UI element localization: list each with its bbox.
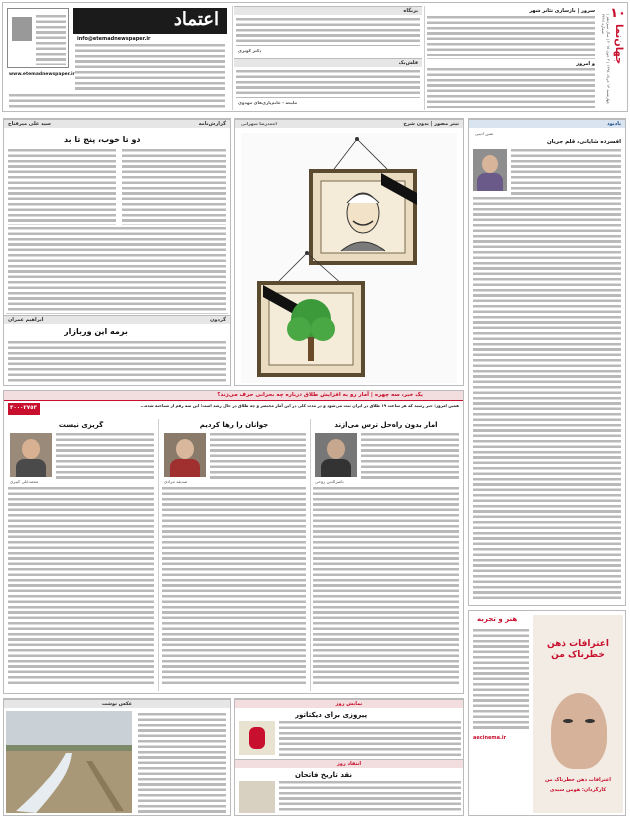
col1-header-text: گزارش‌نامه xyxy=(198,121,226,127)
page-number: ١٠ xyxy=(610,6,626,21)
briefs-title-1: سرور | بازسازی تئاتر شهر xyxy=(529,8,595,14)
notes-text-2 xyxy=(236,70,420,98)
notes-block xyxy=(234,6,422,110)
website: www.etemadnewspaper.ir xyxy=(9,72,75,77)
notes-header-2: فلش‌بک xyxy=(234,58,422,67)
interview-2 xyxy=(160,419,308,691)
review-2-book xyxy=(239,781,275,813)
date-line: چهارشنبه ١٣ خرداد ١٣٩٤ | ٣ جون ٢٠١٥ | سال سیزدهم | شماره ٣٢٢٤ xyxy=(601,14,611,104)
poster-figure xyxy=(249,727,265,749)
interview-2-title: جوانان را رها کردیم xyxy=(199,421,269,429)
memory-author: ثمین ادیبی xyxy=(475,131,494,136)
reviews-section xyxy=(234,698,464,816)
poster-eye-left xyxy=(563,719,573,723)
poster-face xyxy=(551,693,607,769)
left-columns xyxy=(3,118,231,386)
briefs-block xyxy=(425,6,597,110)
memory-header xyxy=(469,119,625,128)
ad-poster xyxy=(533,615,623,813)
banner-lead: همین امروز: خبر رسید که هر ساعت ١٩ طلاق در ایران ثبت می‌شود و در مدت کلی در این آمار مختصر و چه طلاق در حال رشد است؛ این سه رقم از شناخته شده... xyxy=(140,403,459,408)
review-2-header-text: انتقاد روز xyxy=(336,761,362,767)
photo-section-header xyxy=(4,699,230,708)
cartoon-block xyxy=(234,118,464,386)
front-page-thumbnail xyxy=(7,8,69,68)
review-2-header xyxy=(235,759,463,768)
divider xyxy=(232,6,233,110)
ad-info xyxy=(473,629,529,729)
divider xyxy=(158,419,159,691)
notes-author-1: دکتر کوثری xyxy=(238,48,262,53)
poster-director: کارگردان: هومن سیدی xyxy=(549,787,607,793)
banner-text: یک خبر، سه چهره | آمار رو به افزایش طلاق درباره چه بحرانی حرف می‌زند؟ xyxy=(217,392,423,398)
ad-website: aecinema.ir xyxy=(473,735,507,741)
review-1-header xyxy=(235,699,463,708)
memory-column xyxy=(468,118,626,606)
cartoon-header-text: تیتر مصور | بدون شرح xyxy=(403,121,459,127)
col2-author: ابراهیم عمران xyxy=(8,317,44,323)
newspaper-logo: اعتماد xyxy=(173,9,219,30)
divider xyxy=(424,6,425,110)
review-1-title: پیروزی برای دیکتاتور xyxy=(295,711,368,719)
masthead-info xyxy=(75,44,225,92)
author-photo xyxy=(473,149,507,191)
email-address: info@etemadnewspaper.ir xyxy=(77,36,151,42)
photo-body xyxy=(477,173,503,191)
interview-3-photo xyxy=(10,433,52,477)
memory-title: افسرده شایانی، قلم جریان xyxy=(546,139,621,145)
interview-3-author: محمدعلی کبیری xyxy=(10,479,39,484)
review-1-poster xyxy=(239,721,275,755)
poster-title: اعترافات ذهن خطرناک من xyxy=(547,639,609,660)
photo-section-title: عکس نوشت xyxy=(101,701,133,707)
interview-2-text xyxy=(162,487,306,687)
briefs-title-2: و امروز xyxy=(576,61,595,67)
col2-header-text: گردون xyxy=(210,317,226,323)
interview-section xyxy=(3,390,464,694)
interview-2-intro xyxy=(210,433,306,481)
photo-section xyxy=(3,698,231,816)
review-2-title: نقد تاریخ فاتحان xyxy=(295,771,353,779)
interview-3-text xyxy=(8,487,154,687)
thumb-photo xyxy=(12,17,32,41)
briefs-text-2 xyxy=(427,68,595,108)
review-2-text xyxy=(279,781,461,813)
interview-2-author: صدیقه مرادی xyxy=(164,479,188,484)
section-name: جهان‌نما xyxy=(613,24,624,65)
interview-1-text xyxy=(313,487,459,687)
col1-text-a xyxy=(122,149,226,225)
ad-brand: هنر و تجربه xyxy=(477,615,518,623)
notes-header-1: بزنگاه xyxy=(234,6,422,15)
photo-caption xyxy=(138,713,226,813)
film-ad xyxy=(468,610,626,816)
nail xyxy=(355,137,359,141)
notes-author-2: ملیحه - خانم‌پاری‌های مهدوی xyxy=(238,100,298,105)
cartoon-artist: احمدرضا سهرابی xyxy=(241,121,277,126)
tree-foliage xyxy=(287,317,311,341)
notes-text-1 xyxy=(236,18,420,46)
cartoon-illustration xyxy=(241,133,457,383)
interview-2-photo xyxy=(164,433,206,477)
brief-rule xyxy=(427,58,595,59)
masthead-block xyxy=(5,6,229,110)
col1-text-b xyxy=(8,149,116,225)
photo-body xyxy=(170,459,200,477)
briefs-text-1 xyxy=(427,16,595,56)
photo-face xyxy=(22,439,40,459)
divider xyxy=(6,313,228,314)
poster-eye-right xyxy=(585,719,595,723)
tree-foliage xyxy=(311,317,335,341)
field-photo xyxy=(6,711,132,813)
review-1-text xyxy=(279,721,461,757)
logo-box xyxy=(73,8,227,34)
thumb-lines xyxy=(36,15,66,65)
photo-body xyxy=(321,459,351,477)
interview-3 xyxy=(6,419,156,691)
col1-text-d xyxy=(8,227,226,311)
col2-header xyxy=(4,315,230,324)
divider xyxy=(310,419,311,691)
photo-face xyxy=(482,155,498,173)
col2-text xyxy=(8,341,226,383)
interview-1-intro xyxy=(361,433,459,481)
interview-1-author: ناصرالدین روحی xyxy=(315,479,344,484)
memory-text xyxy=(473,197,621,601)
col1-author: سید علی میرفتاح xyxy=(8,121,51,127)
review-1-header-text: نمایش روز xyxy=(335,701,363,707)
col2-title: برمه این وربازار xyxy=(64,327,128,336)
subscription-info xyxy=(9,94,225,108)
tree-trunk xyxy=(308,337,314,361)
interview-1 xyxy=(311,419,461,691)
section-label xyxy=(600,6,626,116)
photo-body xyxy=(16,459,46,477)
photo-face xyxy=(327,439,345,459)
nail xyxy=(305,251,309,255)
sms-number: ٣٠٠٠٢٧٥٣ xyxy=(10,405,37,411)
memory-header-text: یادبود xyxy=(607,121,621,127)
memory-text-top xyxy=(511,149,621,195)
sms-badge xyxy=(8,403,40,415)
interview-1-photo xyxy=(315,433,357,477)
col1-title: دو تا خوب، پنج تا بد xyxy=(64,135,141,144)
banner xyxy=(4,391,463,401)
photo-face xyxy=(176,439,194,459)
poster-tagline: اعترافات ذهن خطرناک من xyxy=(545,777,611,783)
interview-1-title: آمار بدون راه‌حل ترس می‌آزند xyxy=(334,421,438,429)
interview-3-title: گریزی نیست xyxy=(58,421,104,429)
interview-3-intro xyxy=(56,433,154,481)
col1-header xyxy=(4,119,230,128)
